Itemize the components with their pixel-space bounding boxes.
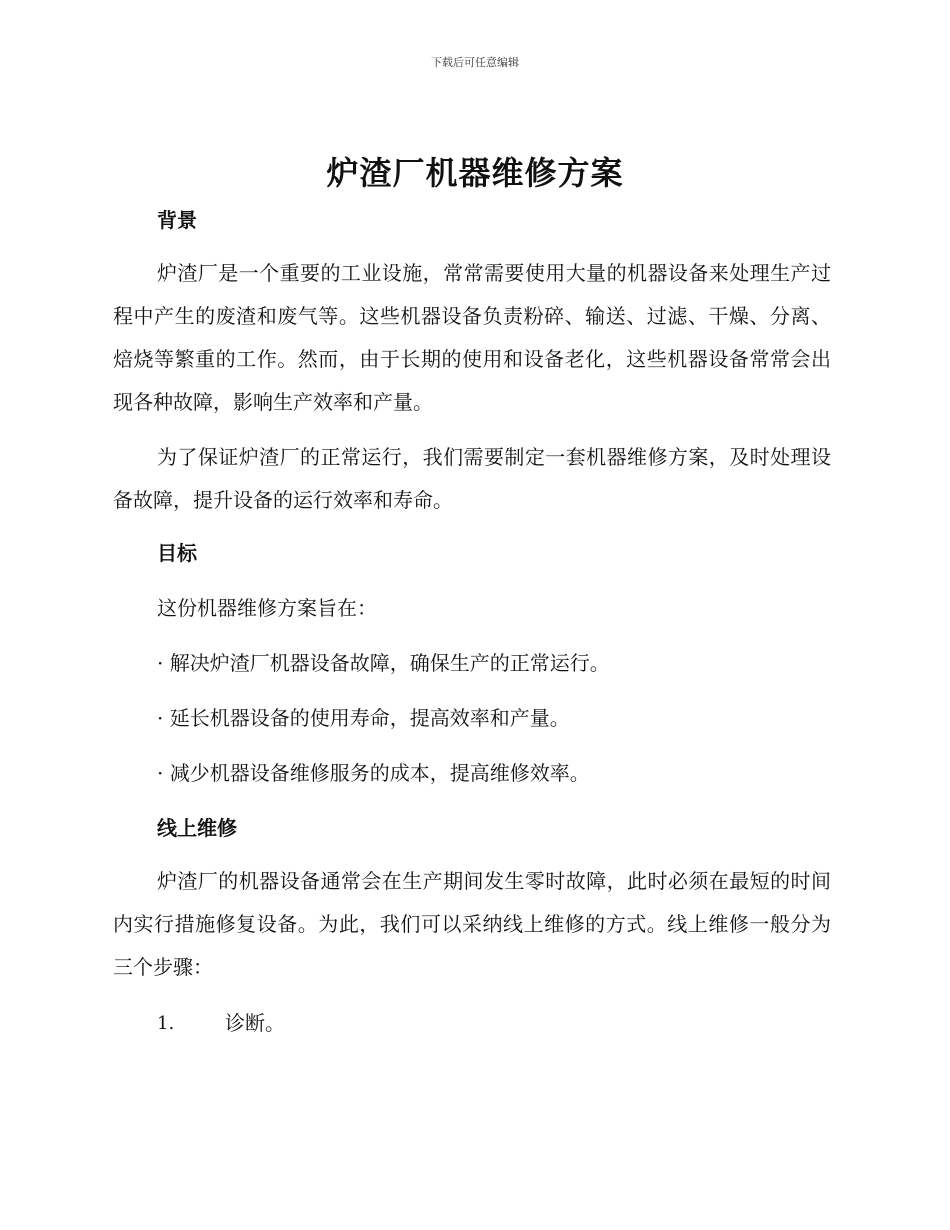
online-repair-paragraph: 炉渣厂的机器设备通常会在生产期间发生零时故障，此时必须在最短的时间内实行措施修复设备。为此，我们可以采纳线上维修的方式。线上维修一般分为三个步骤：: [113, 869, 831, 979]
header-note: 下载后可任意编辑: [431, 56, 519, 69]
goals-bullet-3: · 减少机器设备维修服务的成本，提高维修效率。: [157, 761, 590, 785]
goals-bullet-2: · 延长机器设备的使用寿命，提高效率和产量。: [157, 706, 570, 730]
background-paragraph-2: 为了保证炉渣厂的正常运行，我们需要制定一套机器维修方案，及时处理设备故障，提升设备的运行效率和寿命。: [113, 445, 831, 512]
background-paragraph-1: 炉渣厂是一个重要的工业设施，常常需要使用大量的机器设备来处理生产过程中产生的废渣和废气等。这些机器设备负责粉碎、输送、过滤、干燥、分离、焙烧等繁重的工作。然而，由于长期的使用和设备老化，这些机器设备常常会出现各种故障，影响生产效率和产量。: [113, 261, 831, 414]
goals-bullet-1: · 解决炉渣厂机器设备故障，确保生产的正常运行。: [157, 651, 610, 675]
list-item-text: 诊断。: [225, 1011, 285, 1035]
section-heading-online-repair: 线上维修: [157, 816, 237, 840]
list-number: 1.: [157, 1013, 175, 1034]
document-title: 炉渣厂机器维修方案: [326, 154, 624, 192]
section-heading-background: 背景: [157, 208, 197, 232]
section-heading-goals: 目标: [157, 541, 197, 565]
goals-intro: 这份机器维修方案旨在：: [157, 596, 377, 620]
